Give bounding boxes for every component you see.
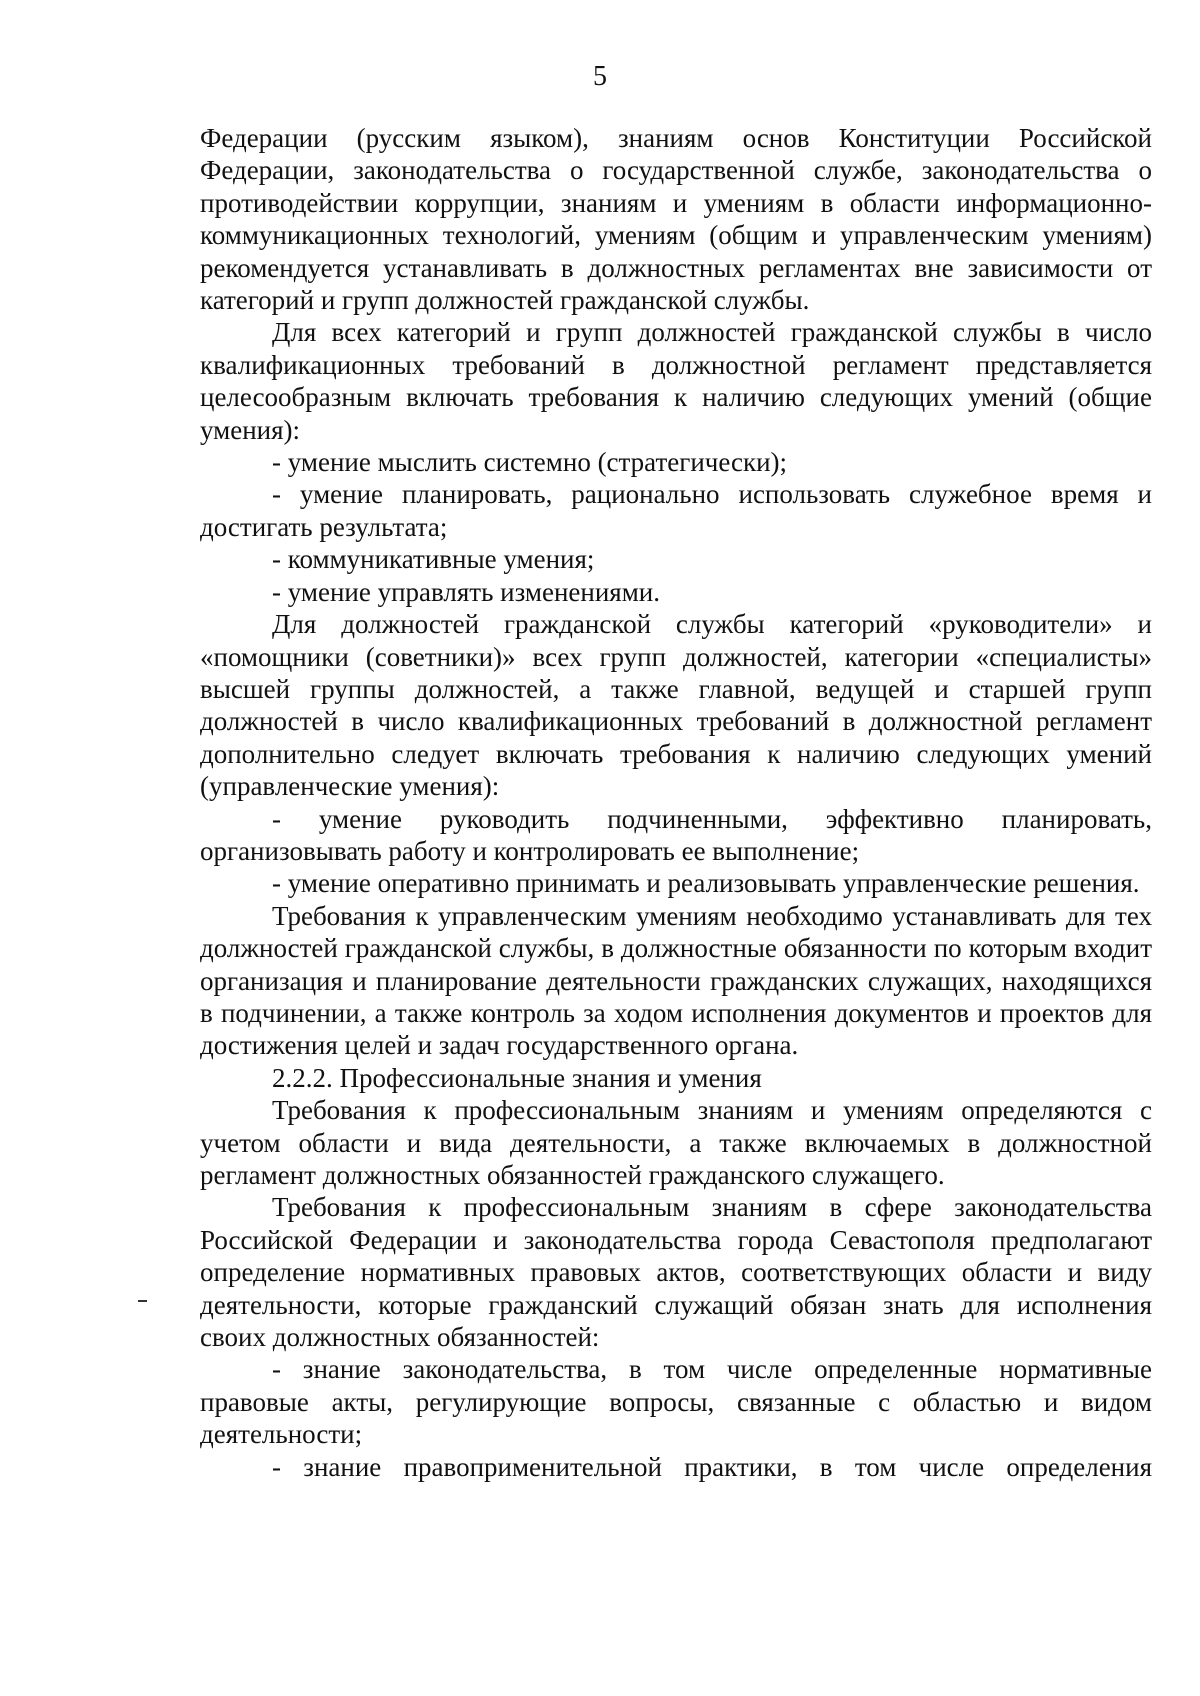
scan-artifact-mark [138,1300,147,1302]
list-item-planning: - умение планировать, рационально использовать служебное время и достигать результата; [200,479,1152,542]
paragraph-management-requirements: Требования к управленческим умениям необходимо устанавливать для тех должностей гражданской службы, в должностные обязанности по которым входит организация и планирование деятельности гражданских служащих, находящихся в подчинении, а также контроль за ходом исполнения документов и проектов для достижения целей и задач государственного органа. [200,900,1152,1061]
list-item-decision-making: - умение оперативно принимать и реализовывать управленческие решения. [272,868,1140,899]
list-item-communication: - коммуникативные умения; [272,544,595,575]
list-item-legislation: - знание законодательства, в том числе определенные нормативные правовые акты, регулирующие вопросы, связанные с областью и видом деятельности; [200,1354,1152,1450]
paragraph-continuation: Федерации (русским языком), знаниям основ Конституции Российской Федерации, законодательства о государственной службе, законодательства о противодействии коррупции, знаниям и умениям в области информационно-коммуникационных технологий, умениям (общим и управленческим умениям) рекомендуется устанавливать в должностных регламентах вне зависимости от категорий и групп должностей гражданской службы. [200,123,1152,316]
paragraph-management-skills-intro: Для должностей гражданской службы категорий «руководители» и «помощники (советники)» всех групп должностей, категории «специалисты» высшей группы должностей, а также главной, ведущей и старшей групп должностей в число квалификационных требований в должностной регламент дополнительно следует включать требования к наличию следующих умений (управленческие умения): [200,609,1152,802]
paragraph-professional-requirements: Требования к профессиональным знаниям и умениям определяются с учетом области и вида деятельности, а также включаемых в должностной регламент должностных обязанностей гражданского служащего. [200,1095,1152,1190]
paragraph-general-skills-intro: Для всех категорий и групп должностей гражданской службы в число квалификационных требований в должностной регламент представляется целесообразным включать требования к наличию следующих умений (общие умения): [200,317,1152,445]
list-item-systemic-thinking: - умение мыслить системно (стратегически); [272,447,788,478]
document-body [200,122,1152,1483]
page-number: 5 [593,61,607,92]
list-item-change-management: - умение управлять изменениями. [272,576,661,607]
list-item-leading-subordinates: - умение руководить подчиненными, эффективно планировать, организовывать работу и контролировать ее выполнение; [200,803,1152,866]
paragraph-legislation-knowledge: Требования к профессиональным знаниям в сфере законодательства Российской Федерации и законодательства города Севастополя предполагают определение нормативных правовых актов, соответствующих области и виду деятельности, которые гражданский служащий обязан знать для исполнения своих должностных обязанностей: [200,1192,1152,1353]
section-heading: 2.2.2. Профессиональные знания и умения [272,1062,762,1093]
list-item-law-enforcement-practice: - знание правоприменительной практики, в том числе определения [272,1451,1152,1482]
